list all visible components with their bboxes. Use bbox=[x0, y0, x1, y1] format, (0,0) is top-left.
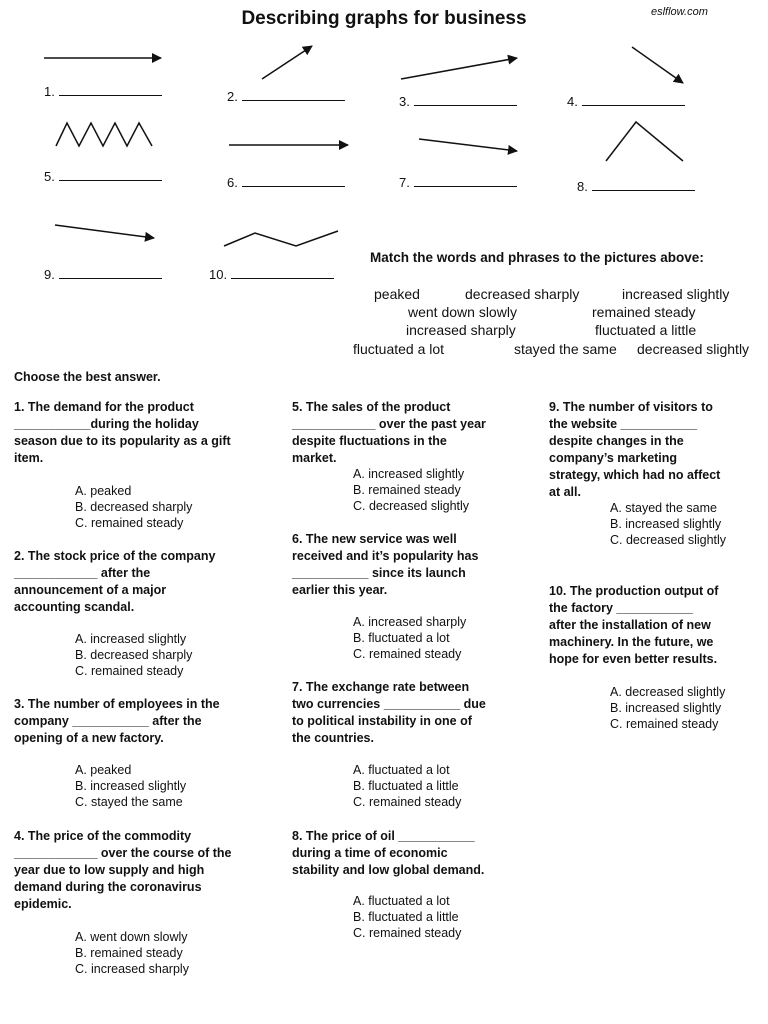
graph-9-arrow bbox=[55, 225, 154, 238]
choose-instruction: Choose the best answer. bbox=[14, 370, 161, 384]
question-7: 7. The exchange rate between two currencies ___________ due to political instability in one of the countries. bbox=[292, 680, 486, 745]
graph-2-arrow bbox=[262, 46, 312, 79]
option[interactable]: B. fluctuated a lot bbox=[353, 631, 450, 645]
option[interactable]: C. remained steady bbox=[353, 647, 462, 661]
option[interactable]: B. remained steady bbox=[75, 946, 183, 960]
question-4: 4. The price of the commodity ____________ over the course of the year due to low supply and high demand during the coronavirus epidemic. bbox=[14, 829, 232, 911]
question-2: 2. The stock price of the company ____________ after the announcement of a major accounting scandal. bbox=[14, 549, 216, 614]
graph-4-arrow bbox=[632, 47, 683, 83]
option[interactable]: A. peaked bbox=[75, 763, 132, 777]
question-1: 1. The demand for the product ___________during the holiday season due to its popularity as a gift item. bbox=[14, 400, 231, 465]
question-8-options bbox=[353, 893, 461, 941]
option[interactable]: B. increased slightly bbox=[75, 779, 187, 793]
word-item: increased sharply bbox=[406, 322, 516, 338]
word-item: decreased slightly bbox=[637, 341, 750, 357]
blank-9[interactable]: 9. bbox=[44, 267, 162, 282]
question-3-options bbox=[75, 762, 186, 810]
option[interactable]: C. remained steady bbox=[75, 516, 184, 530]
graph-8-peak bbox=[606, 122, 683, 161]
option[interactable]: A. increased slightly bbox=[353, 467, 465, 481]
question-9: 9. The number of visitors to the website ___________ despite changes in the company’s marketing strategy, which had no affect at all. bbox=[549, 400, 721, 499]
blank-8[interactable]: 8. bbox=[577, 179, 695, 194]
blank-6[interactable]: 6. bbox=[227, 175, 345, 190]
question-7-options bbox=[353, 762, 461, 810]
blank-4[interactable]: 4. bbox=[567, 94, 685, 109]
question-9-options bbox=[610, 500, 726, 548]
option[interactable]: A. increased sharply bbox=[353, 615, 467, 629]
question-8: 8. The price of oil ___________ during a time of economic stability and low global demand. bbox=[292, 829, 485, 877]
blank-1[interactable]: 1. bbox=[44, 84, 162, 99]
option[interactable]: A. went down slowly bbox=[75, 930, 188, 944]
option[interactable]: A. fluctuated a lot bbox=[353, 763, 450, 777]
word-item: peaked bbox=[374, 286, 420, 302]
option[interactable]: B. remained steady bbox=[353, 483, 461, 497]
option[interactable]: A. peaked bbox=[75, 484, 132, 498]
blank-10[interactable]: 10. bbox=[209, 267, 334, 282]
worksheet-title: Describing graphs for business bbox=[241, 8, 527, 29]
option[interactable]: B. increased slightly bbox=[610, 701, 722, 715]
graph-7-arrow bbox=[419, 139, 517, 151]
option[interactable]: A. decreased slightly bbox=[610, 685, 726, 699]
question-5-options bbox=[353, 466, 469, 514]
option[interactable]: C. remained steady bbox=[353, 795, 462, 809]
option[interactable]: C. remained steady bbox=[610, 717, 719, 731]
source-label: eslflow.com bbox=[651, 6, 708, 18]
question-10: 10. The production output of the factory ___________ after the installation of new machinery. In the future, we hope for even better results. bbox=[549, 584, 719, 666]
graph-3-arrow bbox=[401, 58, 517, 79]
blank-7[interactable]: 7. bbox=[399, 175, 517, 190]
option[interactable]: C. stayed the same bbox=[75, 795, 183, 809]
blank-5[interactable]: 5. bbox=[44, 169, 162, 184]
option[interactable]: B. increased slightly bbox=[610, 517, 722, 531]
option[interactable]: C. remained steady bbox=[353, 926, 462, 940]
option[interactable]: A. increased slightly bbox=[75, 632, 187, 646]
question-1-options bbox=[75, 483, 192, 531]
graph-5-zigzag bbox=[56, 123, 152, 146]
blank-2[interactable]: 2. bbox=[227, 89, 345, 104]
blank-3[interactable]: 3. bbox=[399, 94, 517, 109]
option[interactable]: B. fluctuated a little bbox=[353, 910, 459, 924]
question-4-options bbox=[75, 929, 189, 977]
option[interactable]: C. decreased slightly bbox=[353, 499, 470, 513]
word-item: increased slightly bbox=[622, 286, 730, 302]
option[interactable]: C. decreased slightly bbox=[610, 533, 727, 547]
word-item: went down slowly bbox=[408, 304, 517, 320]
word-item: decreased sharply bbox=[465, 286, 580, 302]
word-item: fluctuated a lot bbox=[353, 341, 445, 357]
question-5: 5. The sales of the product ____________ over the past year despite fluctuations in the market. bbox=[292, 400, 486, 465]
question-6-options bbox=[353, 614, 466, 662]
word-item: stayed the same bbox=[514, 341, 617, 357]
option[interactable]: B. decreased sharply bbox=[75, 648, 193, 662]
option[interactable]: C. increased sharply bbox=[75, 962, 189, 976]
word-item: remained steady bbox=[592, 304, 696, 320]
question-10-options bbox=[610, 684, 725, 732]
option[interactable]: B. fluctuated a little bbox=[353, 779, 459, 793]
match-instruction: Match the words and phrases to the pictures above: bbox=[370, 250, 704, 265]
option[interactable]: A. fluctuated a lot bbox=[353, 894, 450, 908]
question-6: 6. The new service was well received and it’s popularity has ___________ since its launch earlier this year. bbox=[292, 532, 479, 597]
question-3: 3. The number of employees in the company ___________ after the opening of a new factory. bbox=[14, 697, 220, 745]
option[interactable]: B. decreased sharply bbox=[75, 500, 193, 514]
question-2-options bbox=[75, 631, 192, 679]
graph-10-wave bbox=[224, 231, 338, 246]
option[interactable]: C. remained steady bbox=[75, 664, 184, 678]
option[interactable]: A. stayed the same bbox=[610, 501, 718, 515]
word-item: fluctuated a little bbox=[595, 322, 697, 338]
